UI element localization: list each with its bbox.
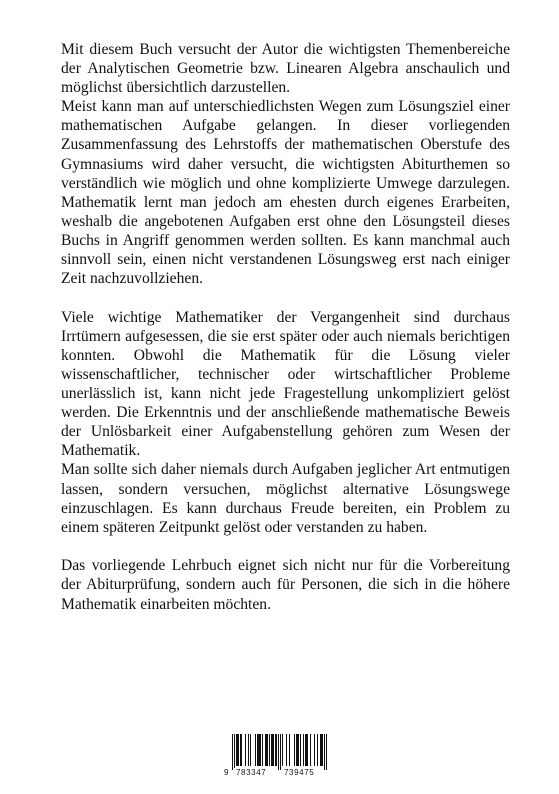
- paragraph-spacer: [61, 537, 510, 557]
- barcode-bar: [260, 734, 261, 766]
- barcode-bar: [307, 734, 308, 766]
- blurb-text: [61, 40, 510, 614]
- barcode-guard-bar: [280, 734, 281, 770]
- barcode-digits: [224, 768, 334, 780]
- barcode-guard-bar: [324, 734, 325, 770]
- barcode-guard-bar: [326, 734, 327, 770]
- barcode-bar: [273, 734, 274, 766]
- barcode-bar: [250, 734, 251, 766]
- barcode-bar: [317, 734, 318, 766]
- barcode-bar: [266, 734, 267, 766]
- barcode-bar: [321, 734, 322, 766]
- barcode-bar: [286, 734, 287, 766]
- barcode-bar: [298, 734, 299, 766]
- barcode-bar: [257, 734, 258, 766]
- barcode-bar: [276, 734, 277, 766]
- barcode-bar: [294, 734, 295, 766]
- paragraph-encouragement: Man sollte sich daher niemals durch Aufgaben jeglicher Art entmutigen lassen, sondern versuchen, möglichst alternative Lösungswege einzuschlagen. Es kann durchaus Freude bereiten, ein Problem zu einem späteren Zeitpunkt gelöst oder verstanden zu haben.: [61, 461, 510, 536]
- barcode-left-group: 783347: [236, 768, 267, 777]
- barcode-bars: [224, 734, 334, 770]
- barcode-guard-bar: [234, 734, 235, 770]
- barcode-bar: [267, 734, 268, 766]
- barcode-bar: [320, 734, 321, 766]
- barcode-bar: [245, 734, 246, 766]
- barcode-bar: [259, 734, 260, 766]
- paragraph-spacer: [61, 288, 510, 308]
- barcode-bar: [306, 734, 307, 766]
- barcode-bar: [275, 734, 276, 766]
- barcode-bar: [310, 734, 311, 766]
- barcode-bar: [241, 734, 242, 766]
- barcode-lead-digit: 9: [224, 768, 229, 777]
- barcode-bar: [289, 734, 290, 766]
- barcode-bar: [262, 734, 263, 766]
- barcode-bar: [258, 734, 259, 766]
- barcode-bar: [296, 734, 297, 766]
- barcode-bar: [322, 734, 323, 766]
- barcode-bar: [271, 734, 272, 766]
- paragraph-approach: Meist kann man auf unterschiedlichsten Wegen zum Lösungsziel einer mathematischen Aufgabe gelangen. In dieser vorliegenden Zusammenfassung des Lehrstoffs der mathematischen Oberstufe des Gymnasiums wird daher versucht, die wichtigsten Abiturthemen so verständlich wie möglich und ohne komplizierte Umwege darzulegen. Mathematik lernt man jedoch am ehesten durch eigenes Erarbeiten, weshalb die angebotenen Aufgaben erst ohne den Lösungsteil dieses Buchs in Angriff genommen werden sollten. Es kann manchmal auch sinnvoll sein, einen nicht verstandenen Lösungsweg erst nach einiger Zeit nachzuvollziehen.: [61, 98, 510, 288]
- barcode-bar: [305, 734, 306, 766]
- paragraph-intro: Mit diesem Buch versucht der Autor die wichtigsten Themenbereiche der Analytischen Geometrie bzw. Linearen Algebra anschaulich und möglichst übersichtlich darzustellen.: [61, 41, 510, 97]
- barcode-right-group: 739475: [284, 768, 315, 777]
- barcode-bar: [314, 734, 315, 766]
- barcode-bar: [248, 734, 249, 766]
- barcode-bar: [237, 734, 238, 766]
- barcode-bar: [269, 734, 270, 766]
- barcode-bar: [303, 734, 304, 766]
- paragraph-audience: Das vorliegende Lehrbuch eignet sich nicht nur für die Vorbereitung der Abiturprüfung, sondern auch für Personen, die sich in die höhere Mathematik einarbeiten möchten.: [61, 557, 510, 613]
- barcode-bar: [300, 734, 301, 766]
- barcode-bar: [265, 734, 266, 766]
- barcode-bar: [255, 734, 256, 766]
- barcode-bar: [236, 734, 237, 766]
- barcode-bar: [238, 734, 239, 766]
- barcode-guard-bar: [232, 734, 233, 770]
- barcode-guard-bar: [278, 734, 279, 770]
- barcode-bar: [240, 734, 241, 766]
- barcode-bar: [282, 734, 283, 766]
- paragraph-mathematicians: Viele wichtige Mathematiker der Vergangenheit sind durchaus Irrtümern aufgesessen, die sie erst später oder auch niemals berichtigen konnten. Obwohl die Mathematik für die Lösung vieler wissenschaftlicher, technischer oder wirtschaftlicher Probleme unerlässlich ist, kann nicht jede Fragestellung unkompliziert gelöst werden. Die Erkenntnis und der anschließende mathematische Beweis der Unlösbarkeit einer Aufgabenstellung gehören zum Wesen der Mathematik.: [61, 308, 510, 460]
- barcode-bar: [297, 734, 298, 766]
- isbn-barcode: [224, 734, 334, 778]
- barcode-bar: [272, 734, 273, 766]
